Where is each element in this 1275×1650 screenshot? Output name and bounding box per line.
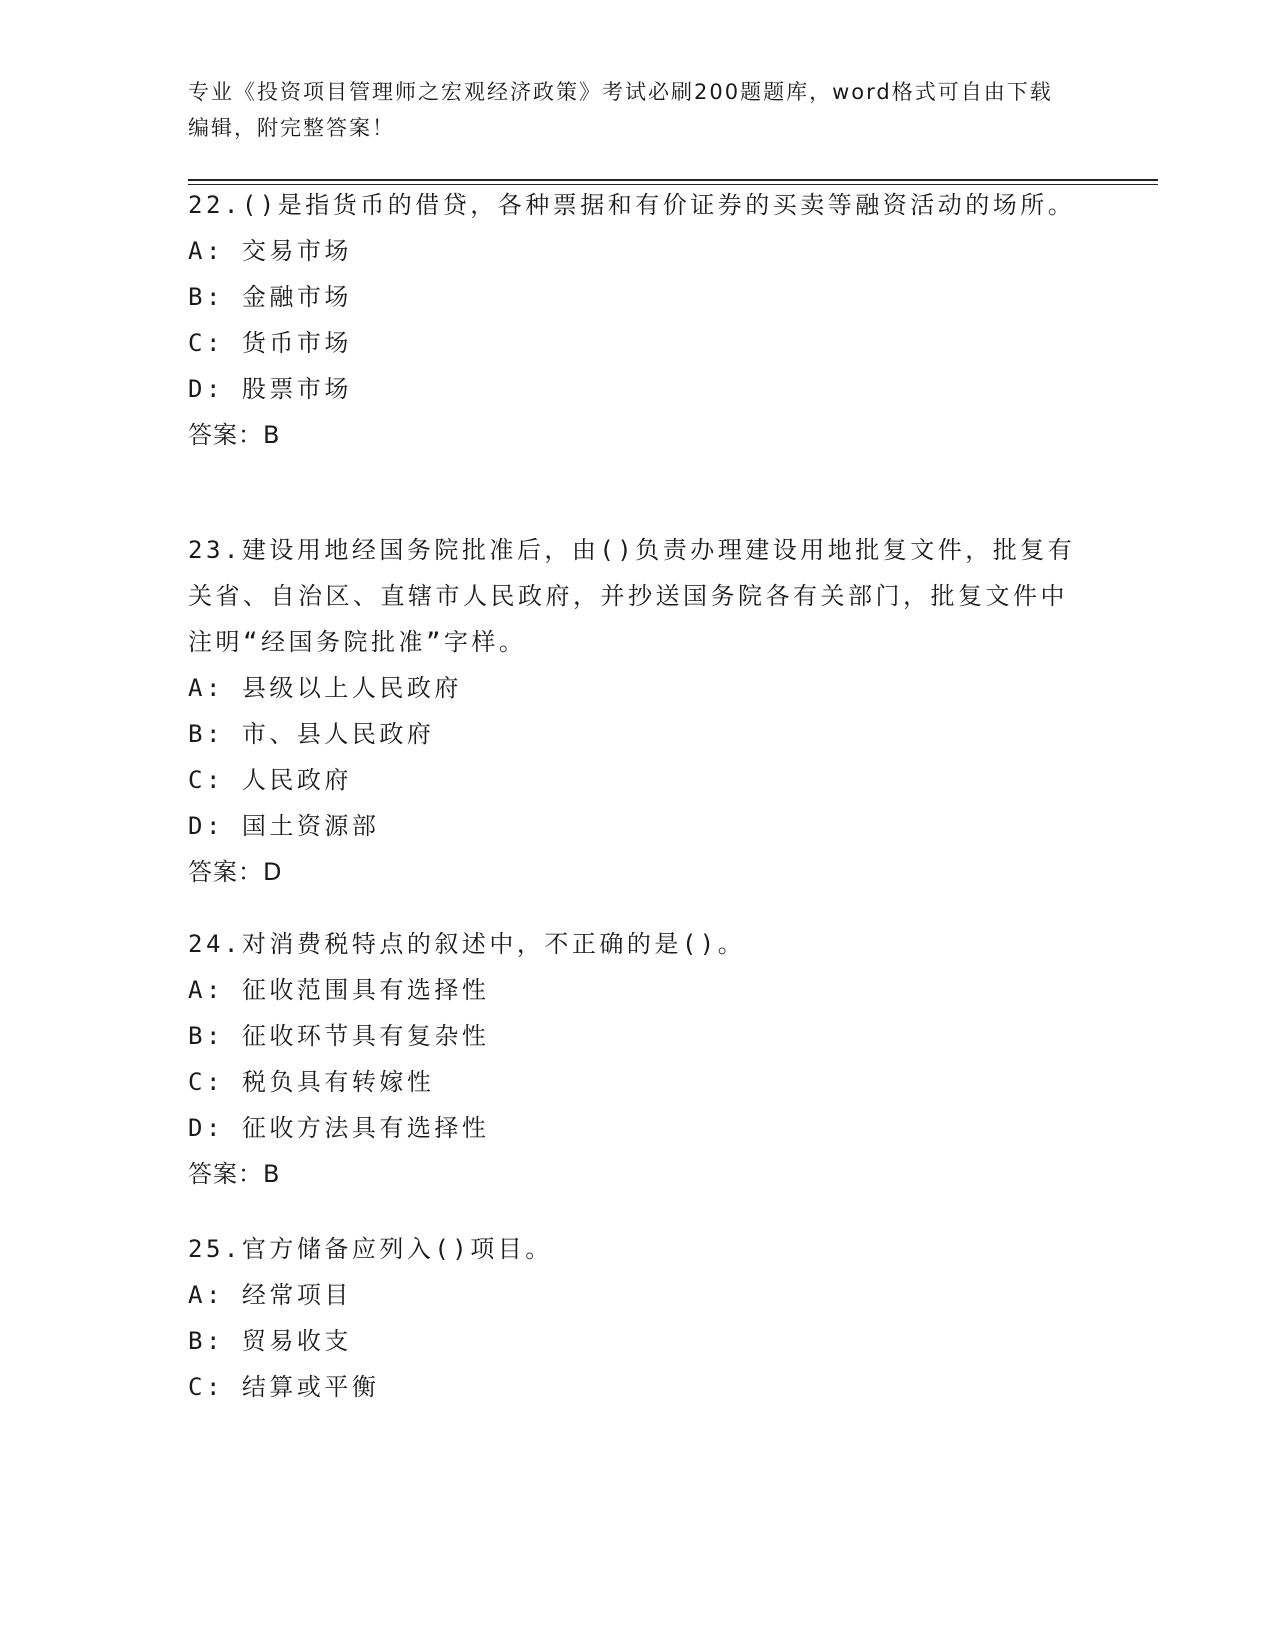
answer: 答案：B — [188, 421, 281, 449]
option-a: A: 征收范围具有选择性 — [188, 976, 490, 1004]
answer: 答案：D — [188, 858, 283, 886]
question-22 — [188, 182, 1088, 458]
document-intro: 专业《投资项目管理师之宏观经济政策》考试必刷200题题库，word格式可自由下载编辑，附完整答案！ — [188, 80, 1053, 140]
option-c: C: 税负具有转嫁性 — [188, 1068, 435, 1096]
question-23 — [188, 527, 1088, 895]
option-a: A: 经常项目 — [188, 1281, 352, 1309]
option-b: B: 金融市场 — [188, 283, 352, 311]
option-d: D: 国土资源部 — [188, 812, 380, 840]
option-b: B: 市、县人民政府 — [188, 720, 435, 748]
answer: 答案：B — [188, 1160, 281, 1188]
option-d: D: 征收方法具有选择性 — [188, 1114, 490, 1142]
question-24 — [188, 921, 1088, 1197]
header-divider-thick — [188, 179, 1158, 181]
option-c: C: 人民政府 — [188, 766, 352, 794]
option-c: C: 货币市场 — [188, 329, 352, 357]
option-a: A: 交易市场 — [188, 237, 352, 265]
option-a: A: 县级以上人民政府 — [188, 674, 462, 702]
question-25 — [188, 1226, 1088, 1410]
option-c: C: 结算或平衡 — [188, 1373, 380, 1401]
question-stem: 24.对消费税特点的叙述中，不正确的是()。 — [188, 930, 746, 958]
option-b: B: 征收环节具有复杂性 — [188, 1022, 490, 1050]
question-stem: 23.建设用地经国务院批准后，由()负责办理建设用地批复文件，批复有关省、自治区、直辖市人民政府，并抄送国务院各有关部门，批复文件中注明“经国务院批准”字样。 — [188, 536, 1076, 656]
option-b: B: 贸易收支 — [188, 1327, 352, 1355]
question-stem: 22.()是指货币的借贷，各种票据和有价证券的买卖等融资活动的场所。 — [188, 191, 1076, 219]
option-d: D: 股票市场 — [188, 375, 352, 403]
question-stem: 25.官方储备应列入()项目。 — [188, 1235, 553, 1263]
